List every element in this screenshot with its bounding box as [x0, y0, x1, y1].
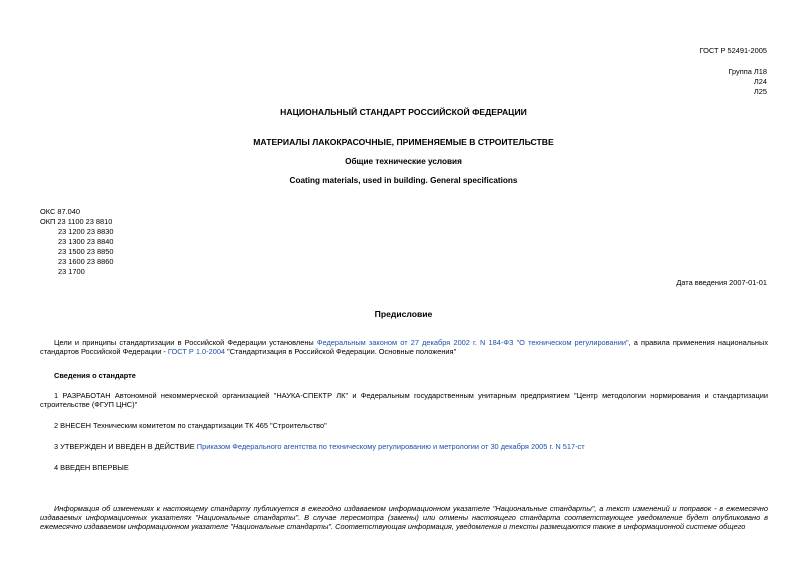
- item-first-introduced: 4 ВВЕДЕН ВПЕРВЫЕ: [54, 463, 129, 472]
- preface-paragraph: [40, 339, 768, 357]
- effective-date: Дата введения 2007-01-01: [676, 278, 767, 287]
- item-approved-text: 3 УТВЕРЖДЕН И ВВЕДЕН В ДЕЙСТВИЕ: [54, 442, 197, 451]
- federal-law-link[interactable]: Федеральным законом от 27 декабря 2002 г. N 184-ФЗ "О техническом регулировании": [316, 338, 629, 347]
- group-line-1: Группа Л18: [728, 67, 767, 76]
- okp-code: ОКП 23 1100 23 8810: [40, 217, 113, 226]
- standard-subtitle: Общие технические условия: [345, 157, 462, 166]
- standard-title: МАТЕРИАЛЫ ЛАКОКРАСОЧНЫЕ, ПРИМЕНЯЕМЫЕ В СТРОИТЕЛЬСТВЕ: [253, 137, 554, 147]
- group-line-3: Л25: [753, 87, 767, 96]
- group-line-2: Л24: [753, 77, 767, 86]
- preface-text: , а правила применения национальных стандартов Российской Федерации -: [40, 338, 769, 356]
- preface-text: "Стандартизация в Российской Федерации. Основные положения": [225, 346, 457, 356]
- oks-code: ОКС 87.040: [40, 207, 80, 216]
- order-link[interactable]: Приказом Федерального агентства по техническому регулированию и метрологии от 30 декабря 2005 г. N 517-ст: [196, 442, 585, 451]
- doc-number: ГОСТ Р 52491-2005: [699, 46, 767, 55]
- item-submitted: 2 ВНЕСЕН Техническим комитетом по стандартизации ТК 465 "Строительство": [54, 421, 327, 430]
- preface-text: Цели и принципы стандартизации в Российской Федерации установлены: [54, 338, 317, 347]
- gost-link[interactable]: ГОСТ Р 1.0-2004: [167, 346, 226, 356]
- okp-code-line: 23 1200 23 8830: [58, 227, 114, 236]
- info-notice: Информация об изменениях к настоящему стандарту публикуется в ежегодно издаваемом информационном указателе "Национальные стандарты", а текст изменений и поправок - в ежемесячно издаваемых информационных указателях "Национальные стандарты". В случае пересмотра (замены) или отмены настоящего стандарта соответствующее уведомление будет опубликовано в ежемесячно издаваемом информационном указателе "Национальные стандарты". Соответствующая информация, уведомления и тексты размещаются также в информационной системе общего: [40, 504, 768, 531]
- okp-code-line: 23 1300 23 8840: [58, 237, 114, 246]
- okp-code-line: 23 1500 23 8850: [58, 247, 114, 256]
- english-title: Coating materials, used in building. General specifications: [289, 176, 518, 185]
- okp-code-line: 23 1600 23 8860: [58, 257, 114, 266]
- preface-heading: Предисловие: [374, 309, 433, 319]
- about-standard-heading: Сведения о стандарте: [54, 371, 136, 380]
- item-approved: [54, 443, 585, 452]
- item-developed: 1 РАЗРАБОТАН Автономной некоммерческой организацией "НАУКА-СПЕКТР ЛК" и Федеральным государственным унитарным предприятием "Центр методологии нормирования и стандартизации строительстве (ФГУП ЦНС)": [40, 391, 768, 409]
- national-standard-heading: НАЦИОНАЛЬНЫЙ СТАНДАРТ РОССИЙСКОЙ ФЕДЕРАЦИИ: [280, 107, 527, 117]
- okp-code-line: 23 1700: [58, 267, 85, 276]
